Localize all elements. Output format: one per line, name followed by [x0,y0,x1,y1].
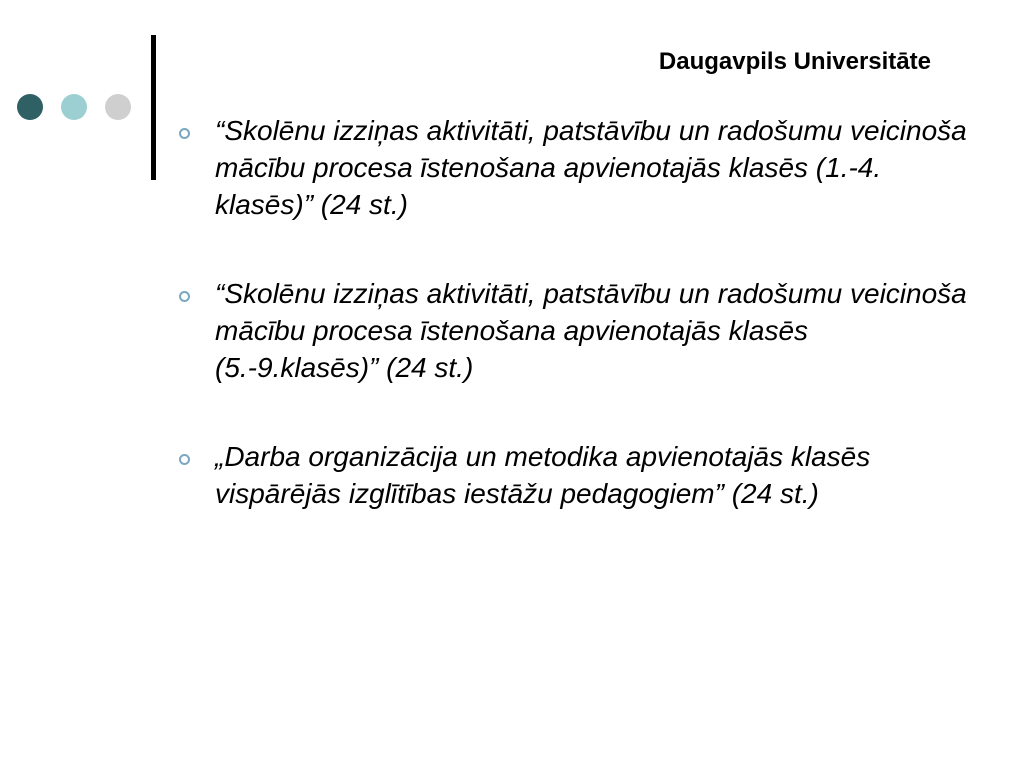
bullet-item [178,112,978,223]
bullet-circle-icon [179,128,190,139]
vertical-divider [151,35,156,180]
dot-gray [105,94,131,120]
bullet-circle-icon [179,454,190,465]
bullet-item [178,275,978,386]
bullet-text: “Skolēnu izziņas aktivitāti, patstāvību un radošumu veicinoša mācību procesa īstenošana apvienotajās klasēs (5.-9.klasēs)” (24 st.) [215,278,967,383]
header-title: Daugavpils Universitāte [658,48,931,75]
bullet-circle-icon [179,291,190,302]
bullet-text: “Skolēnu izziņas aktivitāti, patstāvību un radošumu veicinoša mācību procesa īstenošana apvienotajās klasēs (1.-4. klasēs)” (24 st.) [215,115,967,220]
bullet-list [178,112,978,564]
bullet-text: „Darba organizācija un metodika apvienotajās klasēs vispārējās izglītības iestāžu pedagogiem” (24 st.) [215,441,871,509]
dot-dark-teal [17,94,43,120]
dot-light-teal [61,94,87,120]
bullet-item [178,438,978,512]
